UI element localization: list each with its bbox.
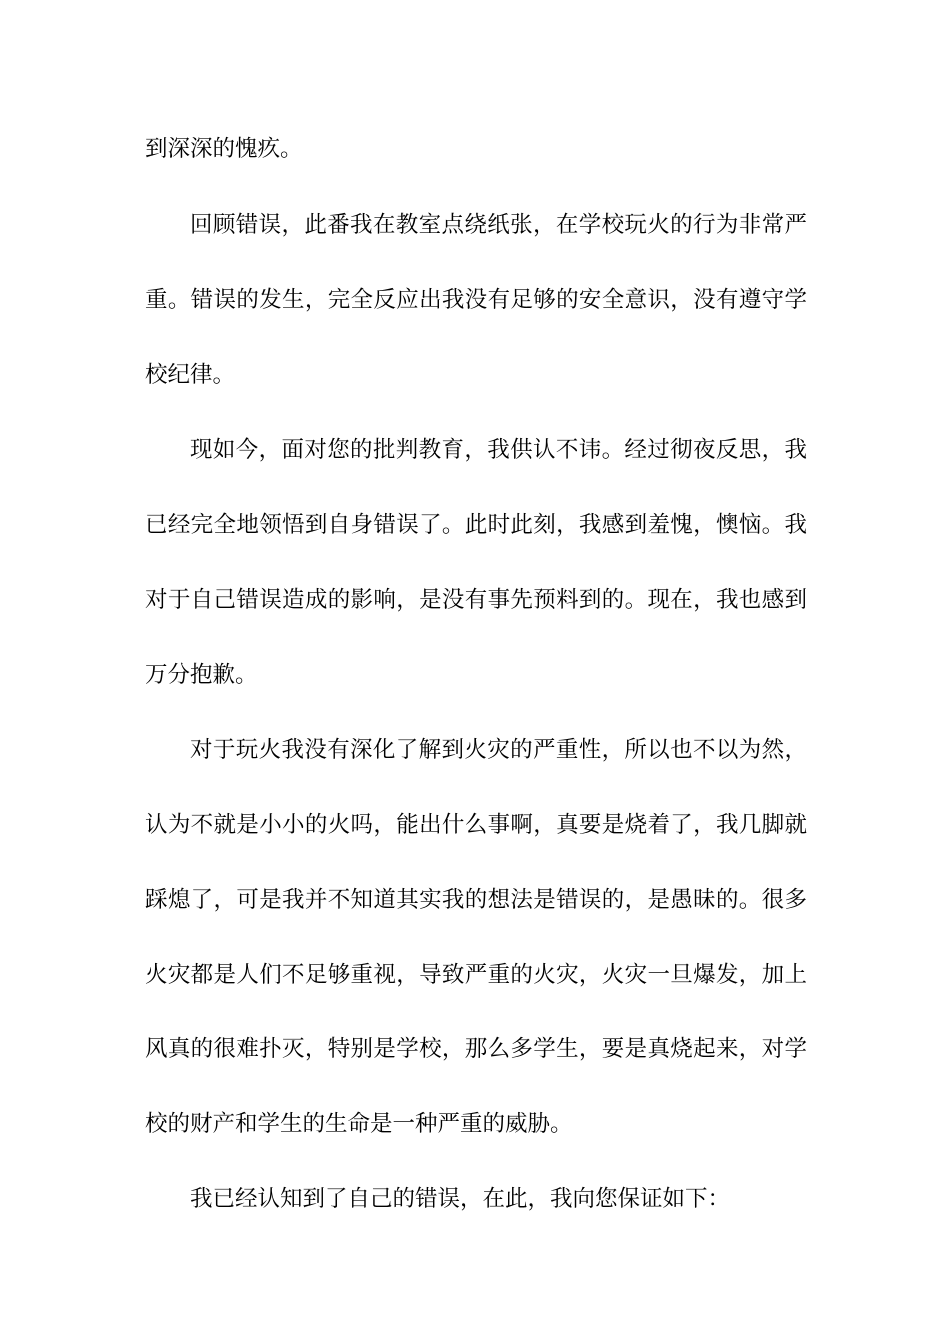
paragraph-line: 现如今，面对您的批判教育，我供认不讳。经过彻夜反思，我 xyxy=(190,437,807,463)
paragraph-line: 回顾错误，此番我在教室点绕纸张，在学校玩火的行为非常严 xyxy=(190,212,807,238)
paragraph-line: 对于玩火我没有深化了解到火灾的严重性，所以也不以为然， xyxy=(190,737,807,763)
paragraph-line: 我已经认知到了自己的错误，在此，我向您保证如下： xyxy=(190,1186,731,1212)
paragraph-line: 到深深的愧疚。 xyxy=(145,136,303,162)
paragraph-line: 火灾都是人们不足够重视，导致严重的火灾，火灾一旦爆发，加上 xyxy=(145,962,807,988)
paragraph-line: 风真的很难扑灭，特别是学校，那么多学生，要是真烧起来，对学 xyxy=(145,1036,807,1062)
paragraph-line: 校的财产和学生的生命是一种严重的威胁。 xyxy=(145,1111,573,1137)
paragraph-line: 认为不就是小小的火吗，能出什么事啊，真要是烧着了，我几脚就 xyxy=(145,812,807,838)
paragraph-line: 校纪律。 xyxy=(145,362,236,388)
paragraph-line: 已经完全地领悟到自身错误了。此时此刻，我感到羞愧，懊恼。我 xyxy=(145,512,807,538)
paragraph-line: 万分抱歉。 xyxy=(145,662,258,688)
paragraph-line: 踩熄了，可是我并不知道其实我的想法是错误的，是愚昧的。很多 xyxy=(145,887,807,913)
paragraph-line: 重。错误的发生，完全反应出我没有足够的安全意识，没有遵守学 xyxy=(145,287,807,313)
paragraph-line: 对于自己错误造成的影响，是没有事先预料到的。现在，我也感到 xyxy=(145,587,807,613)
